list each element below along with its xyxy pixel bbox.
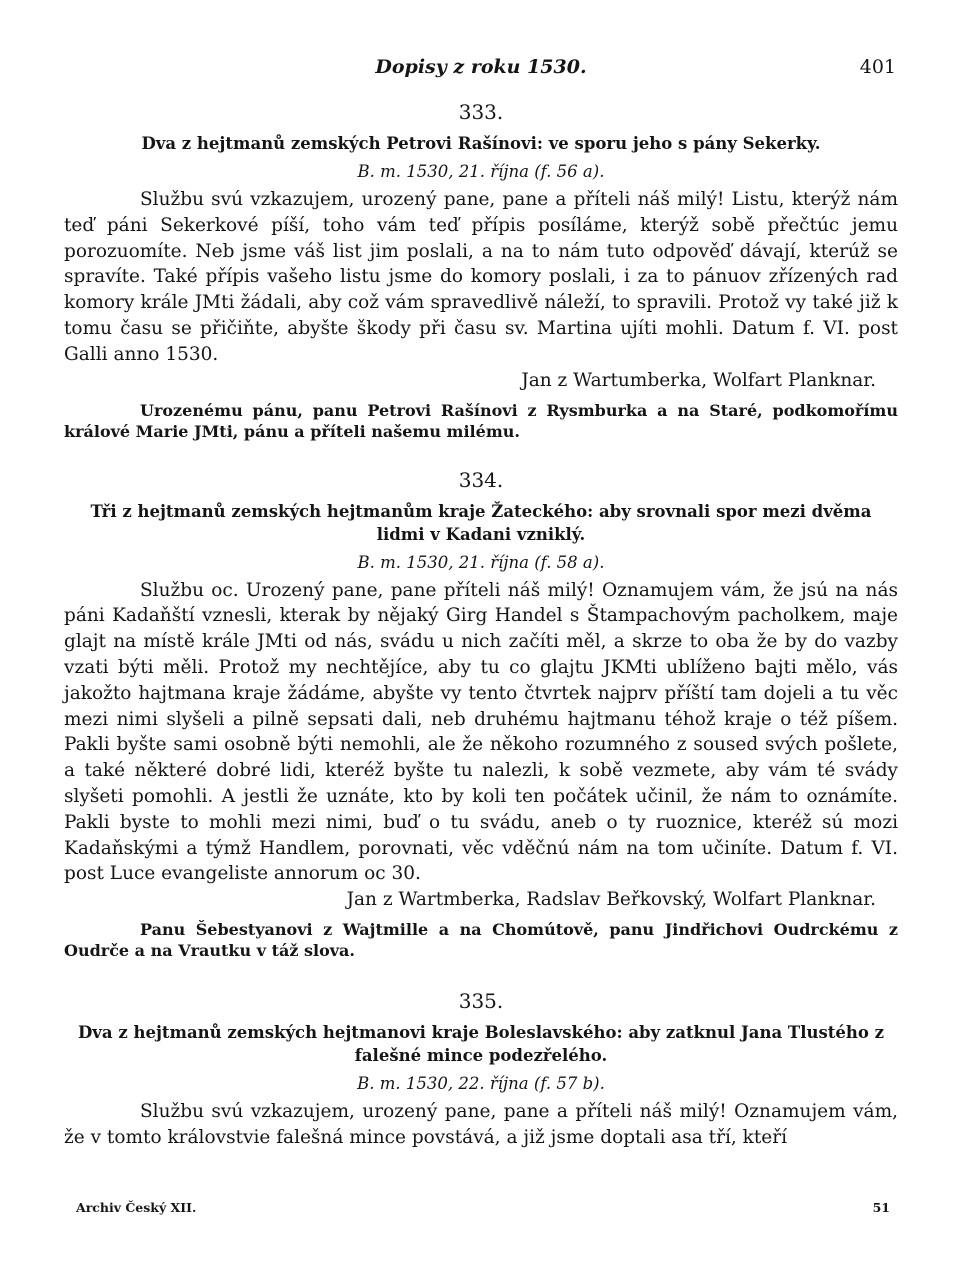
document-page: [64, 44, 898, 1151]
letter-date: B. m. 1530, 21. října (f. 58 a).: [357, 552, 605, 572]
letter-date: B. m. 1530, 22. října (f. 57 b).: [357, 1074, 605, 1094]
letter-335: [64, 985, 898, 1151]
letter-body: Službu oc. Urozený pane, pane příteli náš milý! Oznamujem vám, že jsú na nás páni Kadaňští vznesli, kterak by nějaký Girg Handel s Štampachovým pacholkem, maje glajt na místě krále JMti od nás, svádu u nich začíti měl, a skrze to oba že by do vazby vzati býti měli. Protož my nechtějíce, aby tu co glajtu JKMti ublíženo bajti mělo, vás jakožto hajtmana kraje žádáme, abyšte vy tento čtvrtek najprv příští tam dojeli a tu věc mezi nimi slyšeli a pilně sepsati dali, neb druhému hajtmanu téhož kraje o též píšem. Pakli byšte sami osobně býti nemohli, ale že někoho rozumného z soused svých pošlete, a také některé dobré lidi, kteréž byšte tu nalezli, k sobě vezmete, aby vám té svády slyšeti pomohli. A jestli že uznáte, kto by koli ten počátek učinil, že nám to oznámíte. Pakli byste to mohli mezi nimi, buď o tu svádu, aneb o ty ruoznice, kteréž sú mozi Kadaňskými a týmž Handlem, porovnati, věc vděčnú nám na tom učiníte. Datum f. VI. post Luce evangeliste annorum oc 30.: [64, 579, 898, 885]
letter-body: Službu svú vzkazujem, urozený pane, pane a příteli náš milý! Oznamujem vám, že v tomto královstvie falešná mince povstává, a již jsme doptali asa tří, kteří: [64, 1101, 898, 1148]
letter-heading: Dva z hejtmanů zemských Petrovi Rašínovi: ve sporu jeho s pány Sekerky.: [141, 134, 821, 153]
footer-collection-title: Archiv Český XII.: [76, 1200, 197, 1215]
letter-signatures: Jan z Wartumberka, Wolfart Planknar.: [521, 369, 876, 391]
page-number: 401: [859, 56, 896, 78]
letter-date: B. m. 1530, 21. října (f. 56 a).: [357, 162, 605, 181]
letter-number: 334.: [458, 467, 504, 492]
letter-heading: Tři z hejtmanů zemských hejtmanům kraje Žateckého: aby srovnali spor mezi dvěma lidmi v Kadani vzniklý.: [90, 501, 872, 544]
running-title: Dopisy z roku 1530.: [375, 56, 587, 78]
letter-number: 333.: [458, 100, 504, 124]
letter-333: [64, 96, 898, 442]
letter-334: [64, 464, 898, 962]
letter-body: Službu svú vzkazujem, urozený pane, pane a příteli náš milý! Listu, kterýž nám teď páni Sekerkové píší, toho vám teď přípis posíláme, kterýž sobě přečtúc jemu porozuomíte. Neb jsme váš list jim poslali, a na to nám tuto odpověď dávají, kterúž se spravíte. Také přípis vašeho listu jsme do komory poslali, i za to pánuov zřízených rad komory krále JMti žádali, aby což vám spravedlivě náleží, to spravili. Protož vy také již k tomu času se přičiňte, abyšte škody při času sv. Martina ujíti mohli. Datum f. VI. post Galli anno 1530.: [64, 189, 898, 365]
letter-signatures: Jan z Wartmberka, Radslav Beřkovský, Wolfart Planknar.: [346, 889, 876, 911]
letter-heading: Dva z hejtmanů zemských hejtmanovi kraje Boleslavského: aby zatknul Jana Tlustého z falešné mince podezřelého.: [78, 1023, 884, 1066]
page-header: [64, 44, 898, 84]
letter-address: Panu Šebestyanovi z Wajtmille a na Chomútově, panu Jindřichovi Oudrckému z Oudrče a na Vrautku v táž slova.: [64, 920, 898, 961]
letter-address: Urozenému pánu, panu Petrovi Rašínovi z Rysmburka a na Staré, podkomořímu králové Marie JMti, pánu a příteli našemu milému.: [64, 400, 898, 441]
letter-number: 335.: [458, 989, 504, 1014]
footer-signature-mark: 51: [872, 1200, 890, 1215]
